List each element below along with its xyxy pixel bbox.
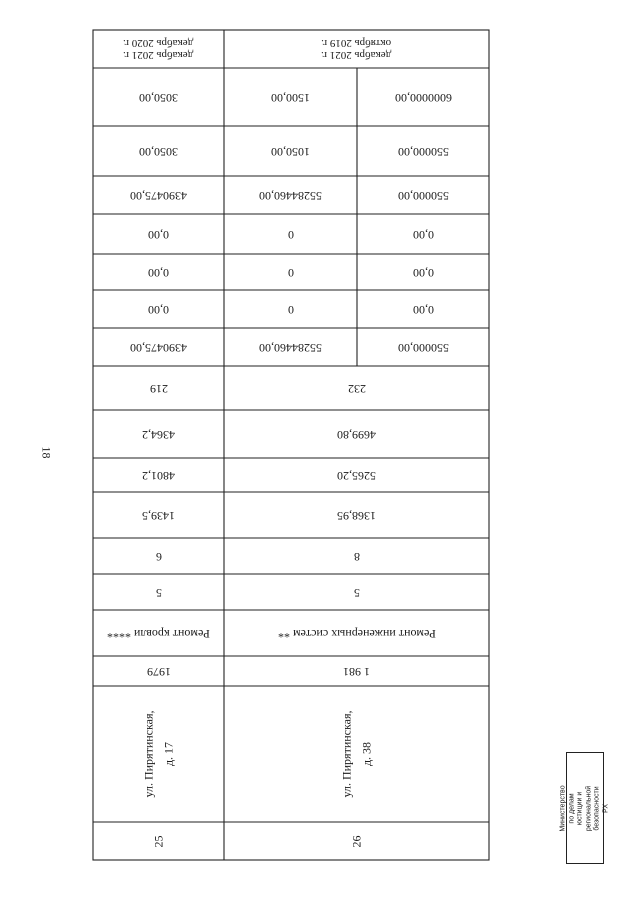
table-cell: 1979: [146, 664, 171, 679]
table-cell: 1439,5: [142, 508, 175, 523]
table-cell: 1050,00: [271, 144, 310, 159]
table-cell: 0,00: [148, 265, 169, 280]
table-cell: 6: [155, 549, 162, 564]
table-cell: 0,00: [148, 302, 169, 317]
address-cell-left: ул. Пирятинская, д. 17: [141, 710, 176, 798]
table-cell: 0,00: [412, 265, 434, 280]
table-cell: 1368,95: [337, 508, 376, 523]
table-cell: 1500,00: [271, 90, 310, 105]
header-left-bottom: декабрь 2020 г.: [123, 37, 194, 49]
page-number: 18: [39, 446, 54, 458]
header-right-bottom: октябрь 2019 г.: [321, 37, 392, 49]
table-cell: Ремонт инженерных систем **: [277, 626, 436, 641]
table-cell: 4364,2: [142, 427, 175, 442]
table-cell: 5: [353, 585, 360, 600]
address-cell-right: ул. Пирятинская, д. 38: [339, 710, 374, 798]
table-cell: 55284460,00: [259, 340, 322, 355]
table-cell: 8: [353, 549, 360, 564]
table-cell: 4801,2: [142, 468, 175, 483]
table-cell: 0: [287, 265, 294, 280]
table-cell: 0: [287, 227, 294, 242]
header-cell-right: [224, 30, 489, 68]
ministry-stamp: Министерство по делам юстиции и региональной безопасности РХ: [566, 752, 604, 864]
table-cell: 550000,00: [397, 188, 449, 203]
table-cell: 4390475,00: [130, 188, 187, 203]
table-cell: 3050,00: [139, 144, 178, 159]
header-left-top: декабрь 2021 г.: [123, 49, 194, 61]
table-cell: 3050,00: [139, 90, 178, 105]
table-cell: 0: [287, 302, 294, 317]
header-right-top: декабрь 2021 г.: [321, 49, 392, 61]
table-cell: 550000,00: [397, 144, 449, 159]
table-cell: 4390475,00: [130, 340, 187, 355]
row-number-left: 25: [151, 835, 165, 847]
table-cell: Ремонт кровли ****: [107, 626, 210, 641]
table-cell: 5265,20: [337, 468, 376, 483]
table-cell: 4699,80: [337, 427, 376, 442]
table-cell: 0,00: [148, 227, 169, 242]
row-number-right: 26: [349, 835, 363, 847]
table-cell: 1 981: [343, 664, 370, 679]
table-cell: 219: [149, 381, 168, 396]
table-cell: 0,00: [412, 302, 434, 317]
table-cell: 0,00: [412, 227, 434, 242]
header-cell-left: [93, 30, 224, 68]
table-cell: 5: [155, 585, 162, 600]
table-cell: 6000000,00: [394, 90, 452, 105]
table-cell: 55284460,00: [259, 188, 322, 203]
table-cell: 550000,00: [397, 340, 449, 355]
table-cell: 232: [347, 381, 366, 396]
